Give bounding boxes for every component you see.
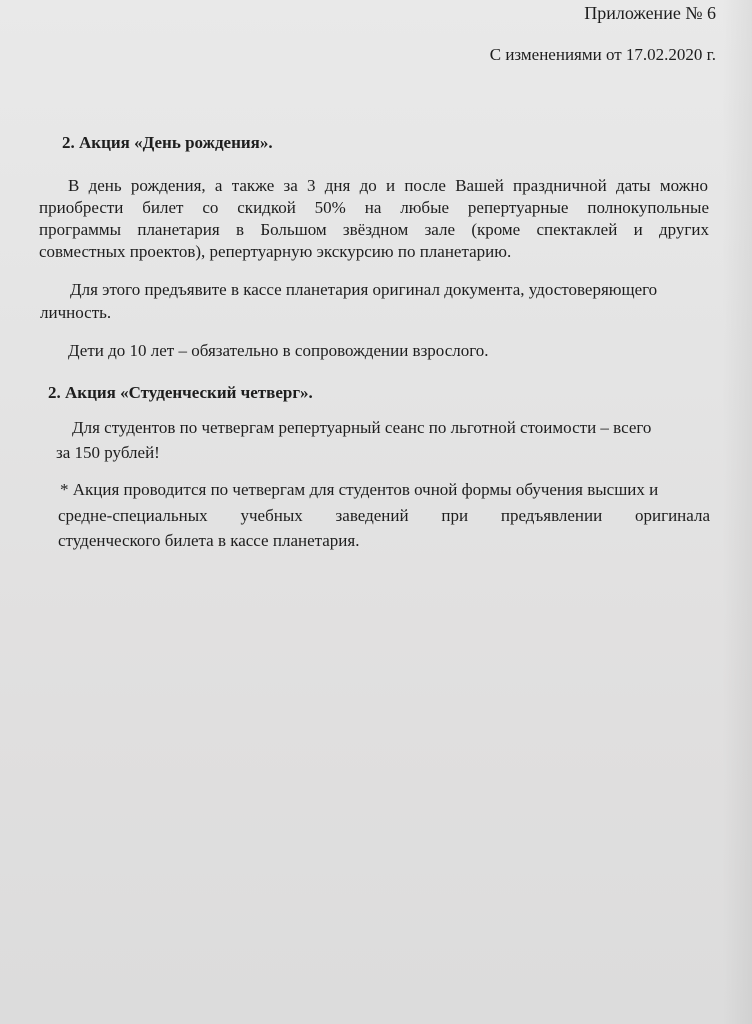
section-title-student: 2. Акция «Студенческий четверг». bbox=[48, 383, 313, 402]
student-line-2: за 150 рублей! bbox=[56, 443, 160, 462]
student-note-line-3: студенческого билета в кассе планетария. bbox=[58, 531, 360, 550]
document-line-1: Для этого предъявите в кассе планетария оригинал документа, удостоверяющего bbox=[70, 280, 658, 299]
amendment-date: С изменениями от 17.02.2020 г. bbox=[489, 45, 716, 64]
document-line-2: личность. bbox=[40, 303, 112, 322]
student-note-line-2: средне-специальных учебных заведений при предъявлении оригинала bbox=[58, 506, 710, 525]
birthday-line-3: программы планетария в Большом звёздном зале (кроме спектаклей и других bbox=[39, 220, 709, 239]
student-note-line-1: * Акция проводится по четвергам для студентов очной формы обучения высших и bbox=[60, 480, 659, 499]
birthday-line-2: приобрести билет со скидкой 50% на любые репертуарные полнокупольные bbox=[39, 198, 709, 217]
section-title-birthday: 2. Акция «День рождения». bbox=[62, 133, 273, 152]
appendix-number: Приложение № 6 bbox=[584, 3, 716, 23]
children-note: Дети до 10 лет – обязательно в сопровождении взрослого. bbox=[68, 341, 489, 360]
page-shadow bbox=[722, 0, 752, 1024]
birthday-line-4: совместных проектов), репертуарную экскурсию по планетарию. bbox=[39, 242, 512, 261]
birthday-line-1: В день рождения, а также за 3 дня до и после Вашей праздничной даты можно bbox=[68, 176, 708, 195]
student-line-1: Для студентов по четвергам репертуарный сеанс по льготной стоимости – всего bbox=[72, 418, 652, 437]
